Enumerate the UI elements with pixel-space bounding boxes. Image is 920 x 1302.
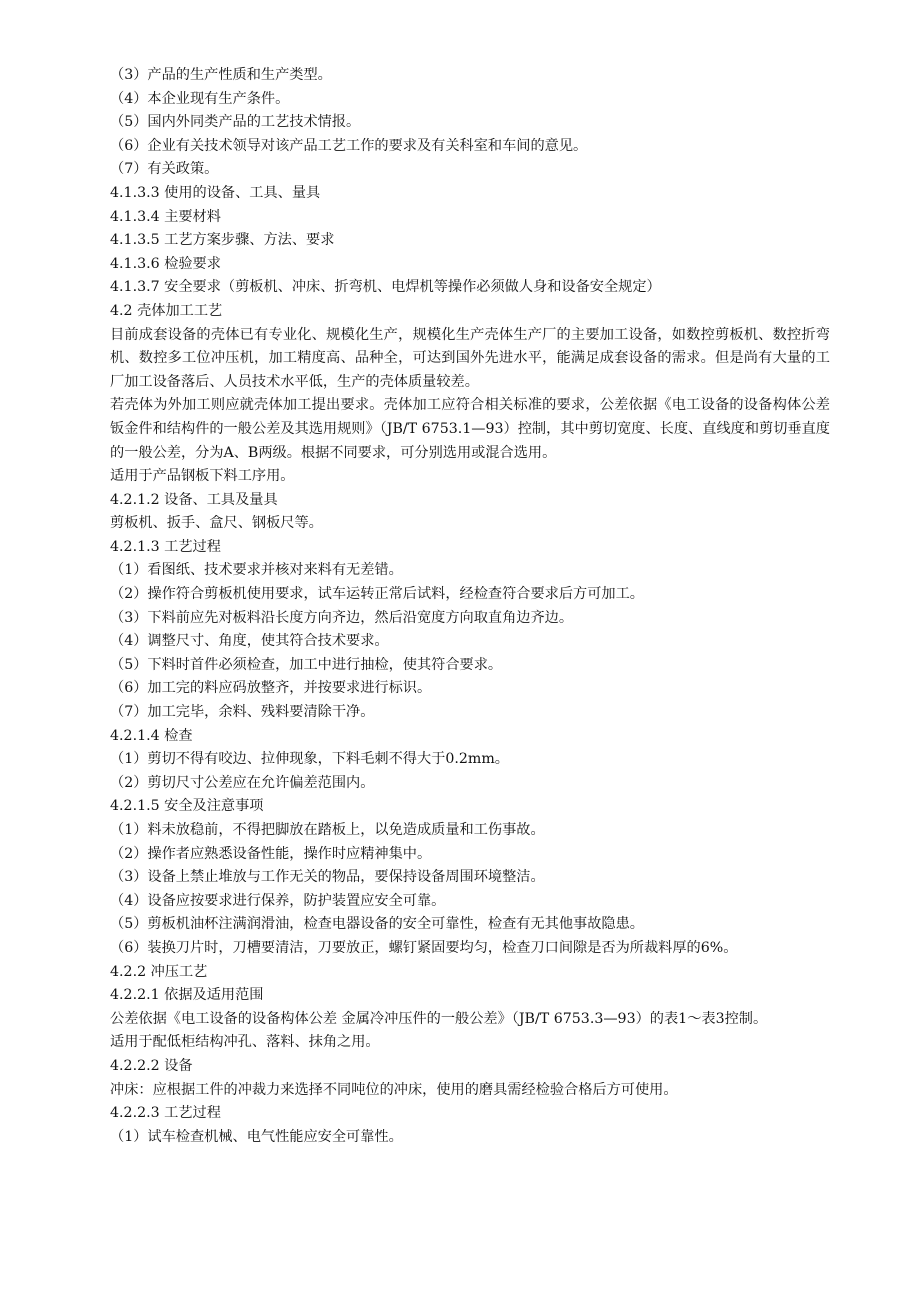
section-heading-4-2-1-2: 4.2.1.2 设备、工具及量具 [110,491,278,508]
list-item: （2）剪切尺寸公差应在允许偏差范围内。 [110,774,375,791]
section-heading-4-1-3-6: 4.1.3.6 检验要求 [110,255,221,272]
text-line-press: 冲床：应根据工件的冲裁力来选择不同吨位的冲床，使用的磨具需经检验合格后方可使用。 [110,1081,678,1098]
section-heading-4-1-3-3: 4.1.3.3 使用的设备、工具、量具 [110,184,321,201]
text-line-stamping-scope: 适用于配低柜结构冲孔、落料、抹角之用。 [110,1034,380,1051]
list-item: （6）装换刀片时，刀槽要清洁，刀要放正，螺钉紧固要均匀，检查刀口间隙是否为所裁料厚的6%。 [110,939,738,956]
section-heading-4-2-1-4: 4.2.1.4 检查 [110,727,193,744]
section-heading-4-2-1-5: 4.2.1.5 安全及注意事项 [110,798,264,815]
list-item: （3）下料前应先对板料沿长度方向齐边，然后沿宽度方向取直角边齐边。 [110,609,574,626]
text-line-3: （5）国内外同类产品的工艺技术情报。 [110,114,361,131]
section-heading-4-1-3-7: 4.1.3.7 安全要求（剪板机、冲床、折弯机、电焊机等操作必须做人身和设备安全规定） [110,279,661,296]
list-item: （1）试车检查机械、电气性能应安全可靠性。 [110,1128,403,1145]
text-line-scope: 适用于产品钢板下料工序用。 [110,468,295,485]
section-heading-4-2-1-3: 4.2.1.3 工艺过程 [110,538,221,555]
paragraph-stamping-tolerance: 公差依据《电工设备的设备构体公差 金属冷冲压件的一般公差》（JB/T 6753.3—93）的表1～表3控制。 [110,1010,768,1027]
list-item: （6）加工完的料应码放整齐，并按要求进行标识。 [110,680,432,697]
section-heading-4-2-2-3: 4.2.2.3 工艺过程 [110,1105,221,1122]
list-item: （1）料未放稳前，不得把脚放在踏板上，以免造成质量和工伤事故。 [110,822,545,838]
list-item: （4）设备应按要求进行保养，防护装置应安全可靠。 [110,892,446,909]
paragraph-shell-production: 目前成套设备的壳体已有专业化、规模化生产，规模化生产壳体生产厂的主要加工设备，如数控剪板机、数控折弯机、数控多工位冲压机，加工精度高、品种全，可达到国外先进水平，能满足成套设备的需求。但是尚有大量的工厂加工设备落后、人员技术水平低，生产的壳体质量较差。 [110,326,830,390]
document-page [110,64,830,1149]
text-line-2: （4）本企业现有生产条件。 [110,90,290,107]
section-heading-4-2-2-2: 4.2.2.2 设备 [110,1057,193,1074]
list-item: （2）操作符合剪板机使用要求，试车运转正常后试料，经检查符合要求后方可加工。 [110,586,644,603]
section-heading-4-2-2: 4.2.2 冲压工艺 [110,963,208,980]
section-heading-4-2-2-1: 4.2.2.1 依据及适用范围 [110,987,264,1004]
list-item: （7）加工完毕，余料、残料要清除干净。 [110,704,375,721]
paragraph-outsourced-shell: 若壳体为外加工则应就壳体加工提出要求。壳体加工应符合相关标准的要求，公差依据《电工设备的设备构体公差 钣金件和结构件的一般公差及其选用规则》（JB/T 6753.1—93）控制，其中剪切宽度、长度、直线度和剪切垂直度的一般公差，分为A、B两级。根据不同要求，可分别选用或混合选用。 [110,397,830,461]
text-line-tools: 剪板机、扳手、盒尺、钢板尺等。 [110,515,323,532]
list-item: （1）剪切不得有咬边、拉伸现象，下料毛刺不得大于0.2mm。 [110,751,509,768]
list-item: （4）调整尺寸、角度，使其符合技术要求。 [110,633,389,650]
section-heading-4-2: 4.2 壳体加工工艺 [110,302,223,319]
list-item: （2）操作者应熟悉设备性能，操作时应精神集中。 [110,845,432,862]
text-line-5: （7）有关政策。 [110,161,219,178]
section-heading-4-1-3-4: 4.1.3.4 主要材料 [110,208,221,225]
list-item: （5）下料时首件必须检查，加工中进行抽检，使其符合要求。 [110,656,503,673]
list-item: （1）看图纸、技术要求并核对来料有无差错。 [110,562,403,579]
list-item: （3）设备上禁止堆放与工作无关的物品，要保持设备周围环境整洁。 [110,869,545,886]
list-item: （5）剪板机油杯注满润滑油，检查电器设备的安全可靠性，检查有无其他事故隐患。 [110,916,644,933]
section-heading-4-1-3-5: 4.1.3.5 工艺方案步骤、方法、要求 [110,232,335,249]
text-line-4: （6）企业有关技术领导对该产品工艺工作的要求及有关科室和车间的意见。 [110,137,588,154]
text-line-1: （3）产品的生产性质和生产类型。 [110,67,332,83]
